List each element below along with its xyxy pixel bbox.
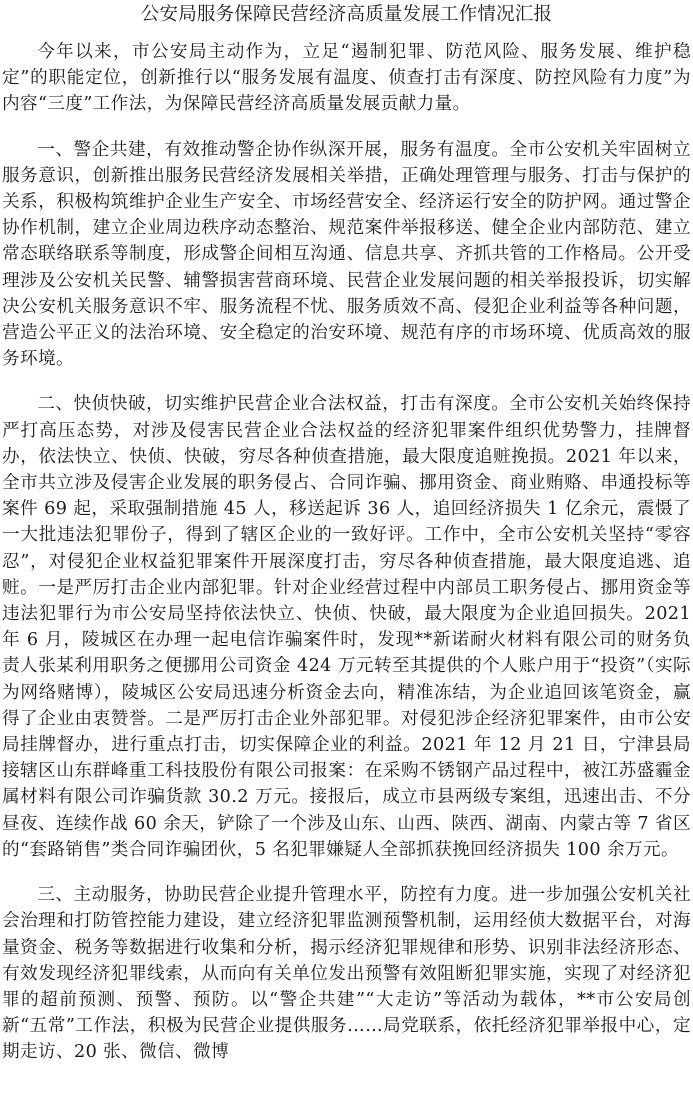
- paragraph-intro: 今年以来，市公安局主动作为，立足“遏制犯罪、防范风险、服务发展、维护稳定”的职能定位，创新推行以“服务发展有温度、侦查打击有深度、防控风险有力度”为内容“三度”工作法，为保障民营经济高质量发展贡献力量。: [2, 42, 691, 115]
- paragraph-section-2: 二、快侦快破，切实维护民营企业合法权益，打击有深度。全市公安机关始终保持严打高压态势，对涉及侵害民营企业合法权益的经济犯罪案件组织优势警力，挂牌督办，依法快立、快侦、快破，穷尽各种侦查措施，最大限度追赃挽损。2021 年以来，全市共立涉及侵害企业发展的职务侵占、合同诈骗、挪用资金、商业贿赂、串通投标等案件 69 起，采取强制措施 45 人，移送起诉 36 人，追回经济损失 1 亿余元，震慑了一大批违法犯罪份子，得到了辖区企业的一致好评。工作中，全市公安机关坚持“零容忍”，对侵犯企业权益犯罪案件开展深度打击，穷尽各种侦查措施，最大限度追逃、追赃。一是严厉打击企业内部犯罪。针对企业经营过程中内部员工职务侵占、挪用资金等违法犯罪行为市公安局坚持依法快立、快侦、快破，最大限度为企业追回损失。2021 年 6 月，陵城区在办理一起电信诈骗案件时，发现**新诺耐火材料有限公司的财务负责人张某利用职务之便挪用公司资金 424 万元转至其提供的个人账户用于“投资”（实际为网络赌博），陵城区公安局迅速分析资金去向，精准冻结，为企业追回该笔资金，赢得了企业由衷赞誉。二是严厉打击企业外部犯罪。对侵犯涉企经济犯罪案件，由市公安局挂牌督办，进行重点打击，切实保障企业的利益。2021 年 12 月 21 日，宁津县局接辖区山东群峰重工科技股份有限公司报案：在采购不锈钢产品过程中，被江苏盛霾金属材料有限公司诈骗货款 30.2 万元。接报后，成立市县两级专案组，迅速出击、不分昼夜、连续作战 60 余天，铲除了一个涉及山东、山西、陕西、湖南、内蒙古等 7 省区的“套路销售”类合同诈骗团伙，5 名犯罪嫌疑人全部抓获挽回经济损失 100 余万元。: [2, 394, 691, 860]
- paragraph-section-1: 一、警企共建，有效推动警企协作纵深开展，服务有温度。全市公安机关牢固树立服务意识，创新推出服务民营经济发展相关举措，正确处理管理与服务、打击与保护的关系，积极构筑维护企业生产安全、市场经营安全、经济运行安全的防护网。通过警企协作机制，建立企业周边秩序动态整治、规范案件举报移送、健全企业内部防范、建立常态联络联系等制度，形成警企间相互沟通、信息共享、齐抓共管的工作格局。公开受理涉及公安机关民警、辅警损害营商环境、民营企业发展问题的相关举报投诉，切实解决公安机关服务意识不牢、服务流程不忧、服务质效不高、侵犯企业利益等各种问题，营造公平正义的法治环境、安全稳定的治安环境、规范有序的市场环境、优质高效的服务环境。: [2, 139, 691, 370]
- paragraph-section-3: 三、主动服务，协助民营企业提升管理水平，防控有力度。进一步加强公安机关社会治理和打防管控能力建设，建立经济犯罪监测预警机制，运用经侦大数据平台，对海量资金、税务等数据进行收集和分析，揭示经济犯罪规律和形势、识别非法经济形态、有效发现经济犯罪线索，从而向有关单位发出预警有效阻断犯罪实施，实现了对经济犯罪的超前预测、预警、预防。以“警企共建”“大走访”等活动为载体，**市公安局创新“五常”工作法，积极为民营企业提供服务……局党联系，依托经济犯罪举报中心，定期走访、20 张、微信、微博: [2, 885, 691, 1063]
- document-title: 公安局服务保障民营经济高质量发展工作情况汇报: [140, 4, 553, 25]
